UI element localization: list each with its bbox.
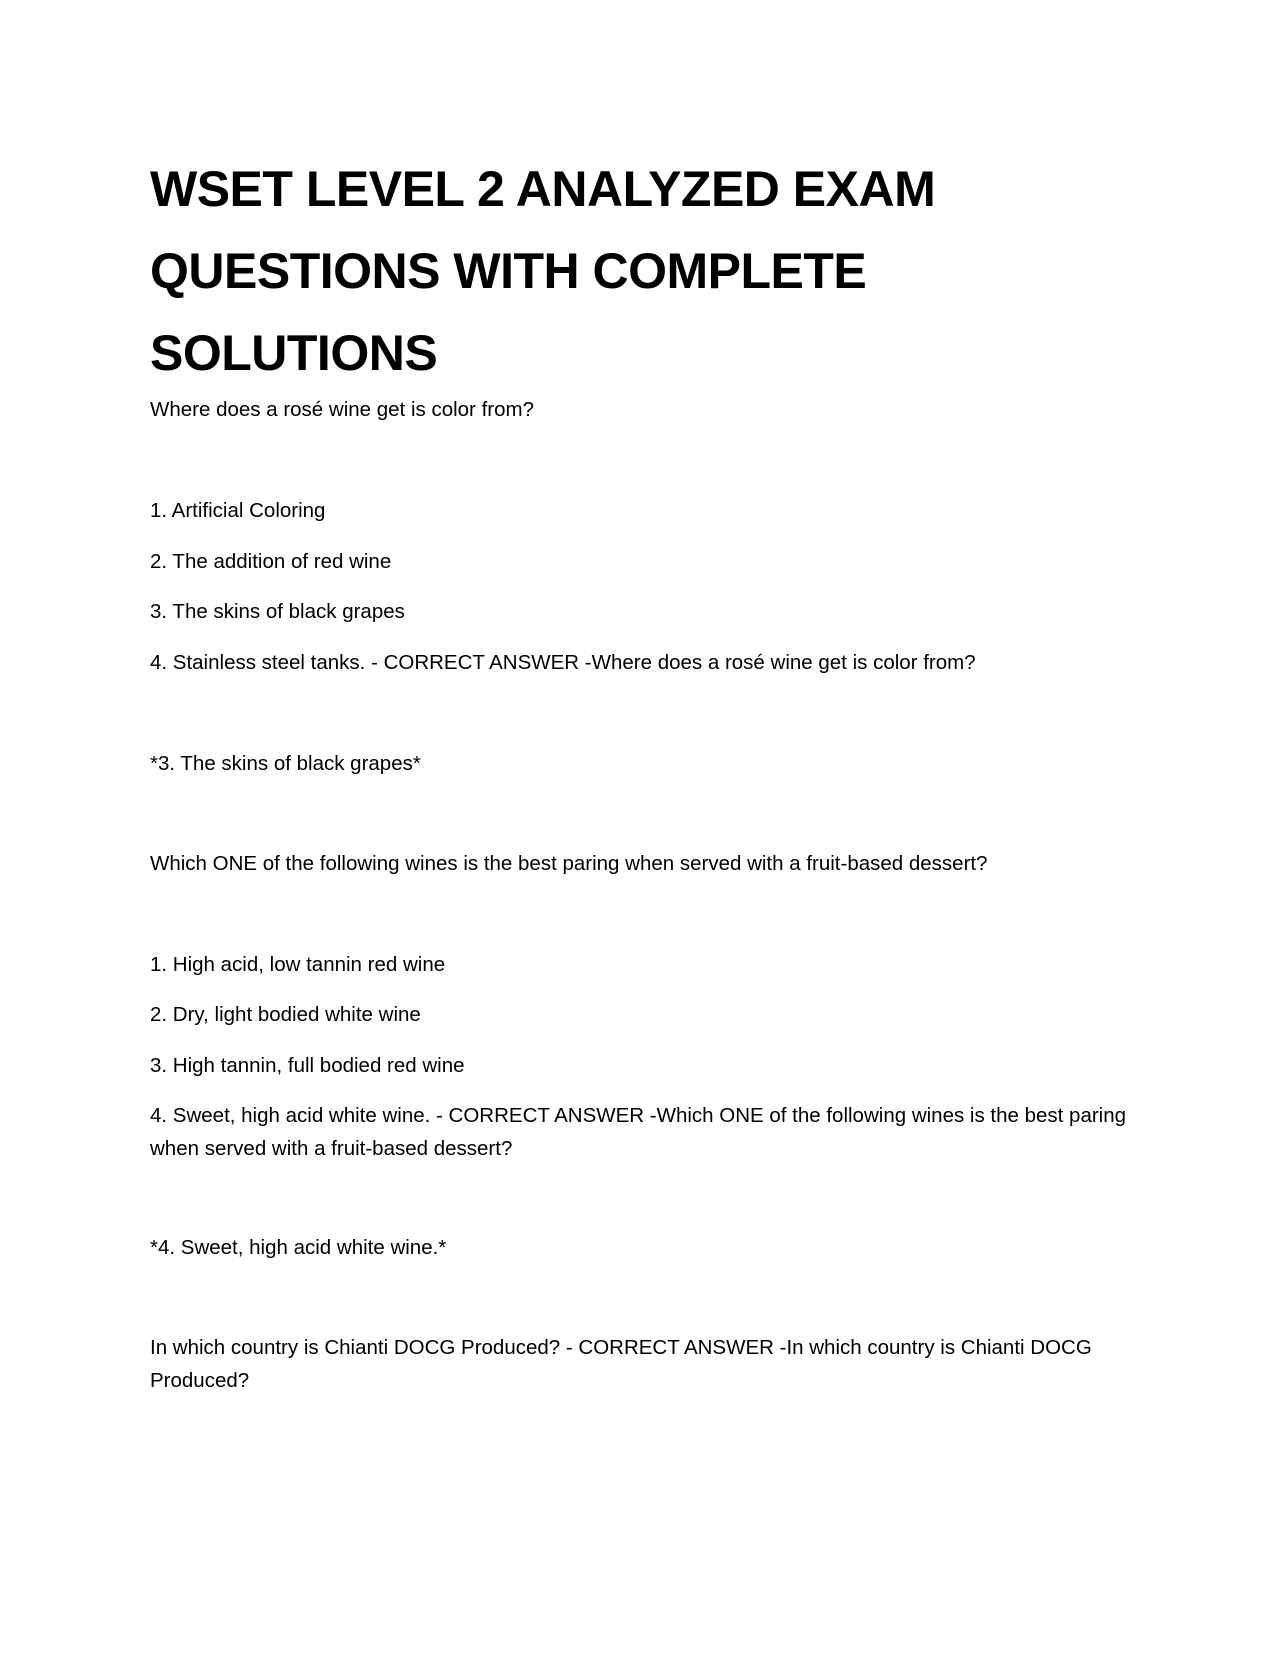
q2-option-1: 1. High acid, low tannin red wine xyxy=(150,953,446,976)
q1-option-1: 1. Artificial Coloring xyxy=(150,499,326,522)
q2-option-3: 3. High tannin, full bodied red wine xyxy=(150,1054,465,1077)
q2-option-4: 4. Sweet, high acid white wine. - CORRECT ANSWER -Which ONE of the following wines is the best paring when served with a fruit-based dessert? xyxy=(150,1104,1127,1160)
q1-option-4: 4. Stainless steel tanks. - CORRECT ANSWER -Where does a rosé wine get is color from? xyxy=(150,651,976,674)
q1-question: Where does a rosé wine get is color from? xyxy=(150,398,534,421)
q3-question: In which country is Chianti DOCG Produced? - CORRECT ANSWER -In which country is Chianti DOCG Produced? xyxy=(150,1336,1092,1392)
q1-answer: *3. The skins of black grapes* xyxy=(150,752,421,775)
q1-option-2: 2. The addition of red wine xyxy=(150,550,392,573)
document-title: WSET LEVEL 2 ANALYZED EXAM QUESTIONS WITH COMPLETE SOLUTIONS xyxy=(150,161,936,381)
q1-option-3: 3. The skins of black grapes xyxy=(150,600,405,623)
q2-question: Which ONE of the following wines is the best paring when served with a fruit-based dessert? xyxy=(150,852,988,875)
q2-answer: *4. Sweet, high acid white wine.* xyxy=(150,1236,447,1259)
q2-option-2: 2. Dry, light bodied white wine xyxy=(150,1003,421,1026)
